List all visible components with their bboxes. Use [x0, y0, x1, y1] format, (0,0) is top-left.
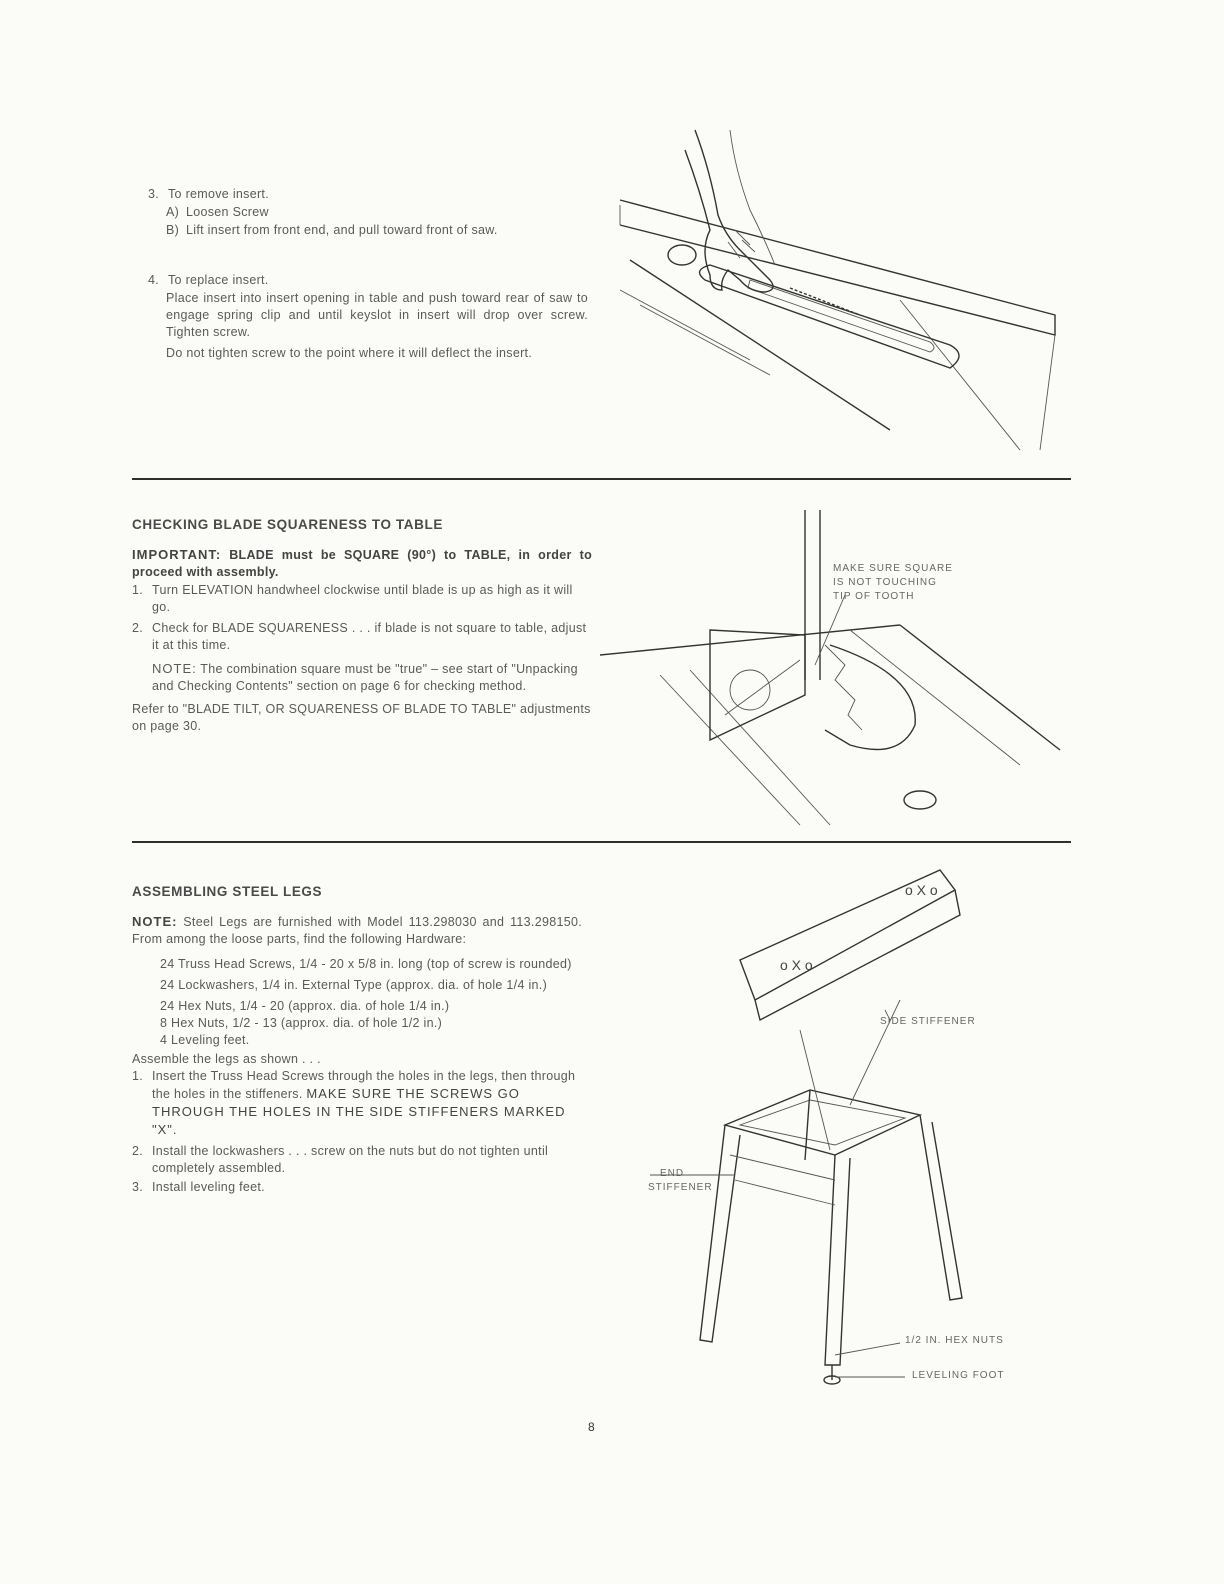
- section-heading: CHECKING BLADE SQUARENESS TO TABLE: [132, 517, 443, 532]
- steel-legs-section: [132, 884, 582, 1196]
- step-number: 4.: [148, 273, 160, 287]
- substep-text: Loosen Screw: [186, 205, 269, 219]
- note-text: Steel Legs are furnished with Model 113.298030 and 113.298150. From among the loose parts, find the following Hardware:: [132, 915, 582, 946]
- substep-label: A): [166, 205, 180, 219]
- item-warning: MAKE SURE THE SCREWS GO THROUGH THE HOLES IN THE SIDE STIFFENERS MARKED "X".: [152, 1086, 566, 1137]
- insert-instructions: [148, 186, 588, 362]
- caution-paragraph: Do not tighten screw to the point where it will deflect the insert.: [166, 346, 533, 360]
- item-text: Install the lockwashers . . . screw on the nuts but do not tighten until completely assembled.: [152, 1144, 549, 1175]
- hardware-item: 24 Hex Nuts, 1/4 - 20 (approx. dia. of hole 1/4 in.): [160, 999, 450, 1013]
- item-text: Insert the Truss Head Screws through the holes in the legs, then through the holes in the stiffeners.: [152, 1069, 576, 1101]
- hardware-item: 24 Truss Head Screws, 1/4 - 20 x 5/8 in. long (top of screw is rounded): [160, 957, 572, 971]
- callout-line: MAKE SURE SQUARE: [833, 563, 953, 574]
- item-number: 1.: [132, 583, 144, 597]
- item-number: 1.: [132, 1069, 144, 1083]
- callout-line: STIFFENER: [648, 1182, 713, 1193]
- important-label: IMPORTANT:: [132, 547, 222, 562]
- callout-line: END: [660, 1168, 685, 1179]
- section-divider: [132, 478, 1071, 480]
- hex-nuts-callout: 1/2 IN. HEX NUTS: [905, 1335, 1004, 1346]
- item-number: 3.: [132, 1180, 144, 1194]
- item-text: Install leveling feet.: [152, 1180, 265, 1194]
- note-label: NOTE:: [152, 661, 197, 676]
- step-title: To replace insert.: [168, 273, 269, 287]
- item-text: Turn ELEVATION handwheel clockwise until blade is up as high as it will go.: [152, 583, 573, 614]
- refer-text: Refer to "BLADE TILT, OR SQUARENESS OF BLADE TO TABLE" adjustments on page 30.: [132, 702, 591, 733]
- note-text: The combination square must be "true" – see start of "Unpacking and Checking Contents" section on page 6 for checking method.: [152, 662, 578, 693]
- steel-legs-illustration: [640, 860, 1060, 1380]
- item-number: 2.: [132, 1144, 144, 1158]
- side-stiffener-callout: SIDE STIFFENER: [880, 1016, 976, 1027]
- section-heading: ASSEMBLING STEEL LEGS: [132, 884, 323, 899]
- square-callout: [833, 562, 953, 604]
- step-title: To remove insert.: [168, 187, 269, 201]
- leveling-foot-callout: LEVELING FOOT: [912, 1370, 1005, 1381]
- hardware-item: 8 Hex Nuts, 1/2 - 13 (approx. dia. of hole 1/2 in.): [160, 1016, 443, 1030]
- replace-paragraph: Place insert into insert opening in table and push toward rear of saw to engage spring clip and until keyslot in insert will drop over screw. Tighten screw.: [166, 291, 588, 339]
- svg-text:o X o: o X o: [780, 957, 813, 973]
- callout-line: IS NOT TOUCHING: [833, 577, 937, 588]
- note-label: NOTE:: [132, 914, 178, 929]
- assemble-intro: Assemble the legs as shown . . .: [132, 1052, 321, 1066]
- hardware-item: 24 Lockwashers, 1/4 in. External Type (approx. dia. of hole 1/4 in.): [160, 978, 548, 992]
- svg-text:o X o: o X o: [905, 882, 938, 898]
- blade-squareness-section: [132, 517, 592, 735]
- page-number: 8: [588, 1420, 595, 1434]
- blade-square-illustration: [600, 505, 1070, 825]
- item-text: Check for BLADE SQUARENESS . . . if blade is not square to table, adjust it at this time.: [152, 621, 587, 652]
- important-text: BLADE must be SQUARE (90°) to TABLE, in order to proceed with assembly.: [132, 548, 593, 579]
- insert-removal-illustration: [600, 130, 1070, 450]
- substep-label: B): [166, 223, 180, 237]
- item-number: 2.: [132, 621, 144, 635]
- step-number: 3.: [148, 187, 160, 201]
- section-divider: [132, 841, 1071, 843]
- hardware-list: [160, 956, 582, 1049]
- callout-line: TIP OF TOOTH: [833, 591, 915, 602]
- substep-text: Lift insert from front end, and pull toward front of saw.: [186, 223, 498, 237]
- hardware-item: 4 Leveling feet.: [160, 1033, 250, 1047]
- end-stiffener-callout: [648, 1167, 713, 1195]
